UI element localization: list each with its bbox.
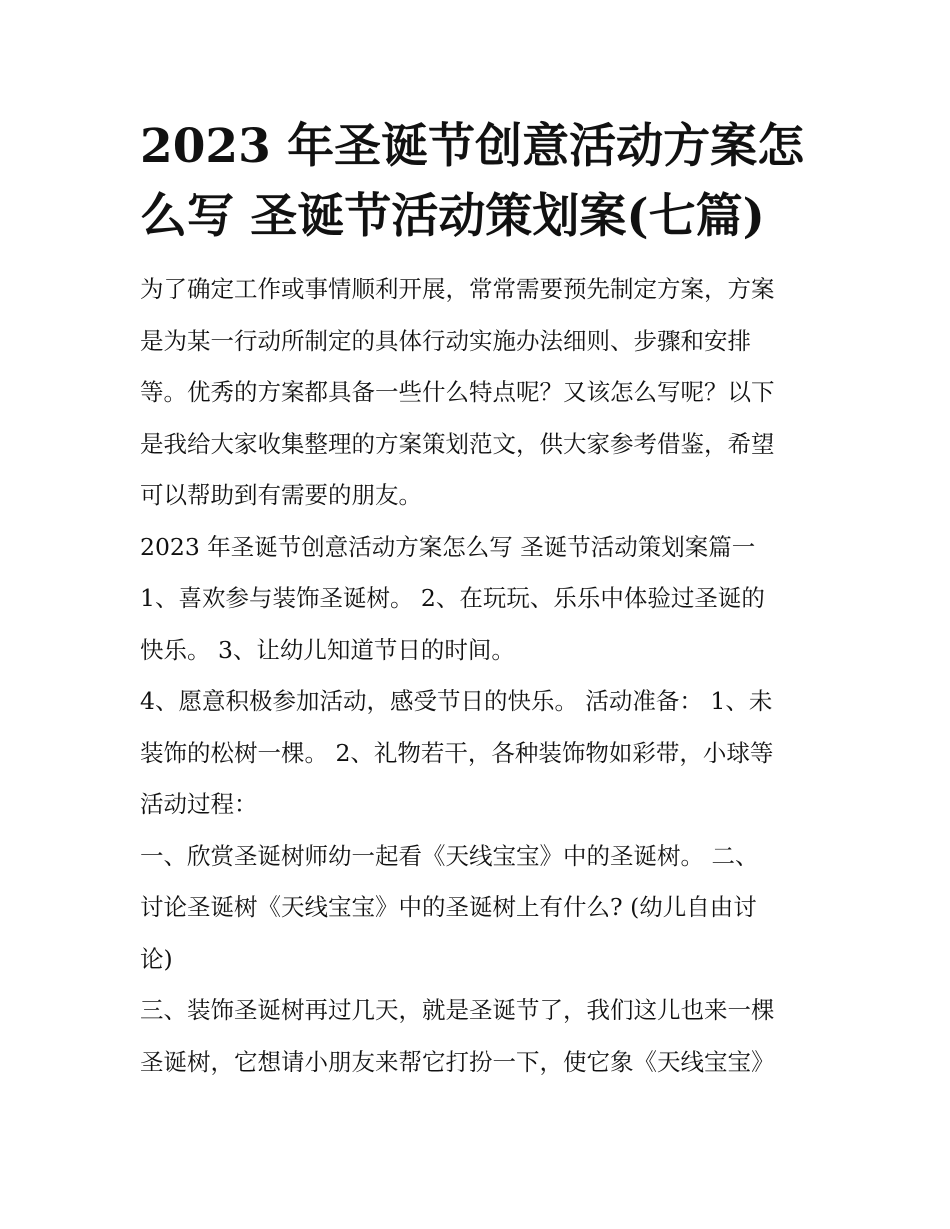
- section-heading: [140, 522, 820, 574]
- text-line: 装饰的松树一棵。 2、礼物若干，各种装饰物如彩带，小球等: [140, 738, 774, 767]
- goals-paragraph: [140, 573, 820, 676]
- text-line: 论): [140, 944, 173, 973]
- decorate-paragraph: [140, 985, 820, 1088]
- text-line: 是我给大家收集整理的方案策划范文，供大家参考借鉴，希望: [140, 429, 775, 458]
- text-line: 活动过程：: [140, 790, 258, 818]
- document-page: [140, 112, 820, 1088]
- text-line: 是为某一行动所制定的具体行动实施办法细则、步骤和安排: [140, 326, 751, 355]
- preparation-paragraph: [140, 676, 820, 831]
- process-paragraph: [140, 831, 820, 986]
- text-line: 2023 年圣诞节创意活动方案怎么写 圣诞节活动策划案篇一: [140, 532, 756, 561]
- text-line: 可以帮助到有需要的朋友。: [140, 481, 422, 509]
- intro-paragraph: [140, 264, 820, 522]
- title-line: 么写 圣诞节活动策划案(七篇): [140, 189, 765, 244]
- text-line: 一、欣赏圣诞树师幼一起看《天线宝宝》中的圣诞树。 二、: [140, 841, 759, 870]
- text-line: 圣诞树，它想请小朋友来帮它打扮一下，使它象《天线宝宝》: [140, 1047, 775, 1076]
- text-line: 三、装饰圣诞树再过几天，就是圣诞节了，我们这儿也来一棵: [140, 996, 775, 1024]
- text-line: 为了确定工作或事情顺利开展，常常需要预先制定方案，方案: [140, 275, 775, 303]
- text-line: 等。优秀的方案都具备一些什么特点呢？又该怎么写呢？以下: [140, 378, 775, 406]
- text-line: 讨论圣诞树《天线宝宝》中的圣诞树上有什么? (幼儿自由讨: [140, 893, 757, 921]
- document-title: [140, 112, 820, 252]
- text-line: 快乐。 3、让幼儿知道节日的时间。: [140, 635, 515, 664]
- text-line: 1、喜欢参与装饰圣诞树。 2、在玩玩、乐乐中体验过圣诞的: [140, 584, 765, 612]
- text-line: 4、愿意积极参加活动，感受节日的快乐。 活动准备： 1、未: [140, 687, 773, 715]
- title-line: 2023 年圣诞节创意活动方案怎: [140, 119, 805, 174]
